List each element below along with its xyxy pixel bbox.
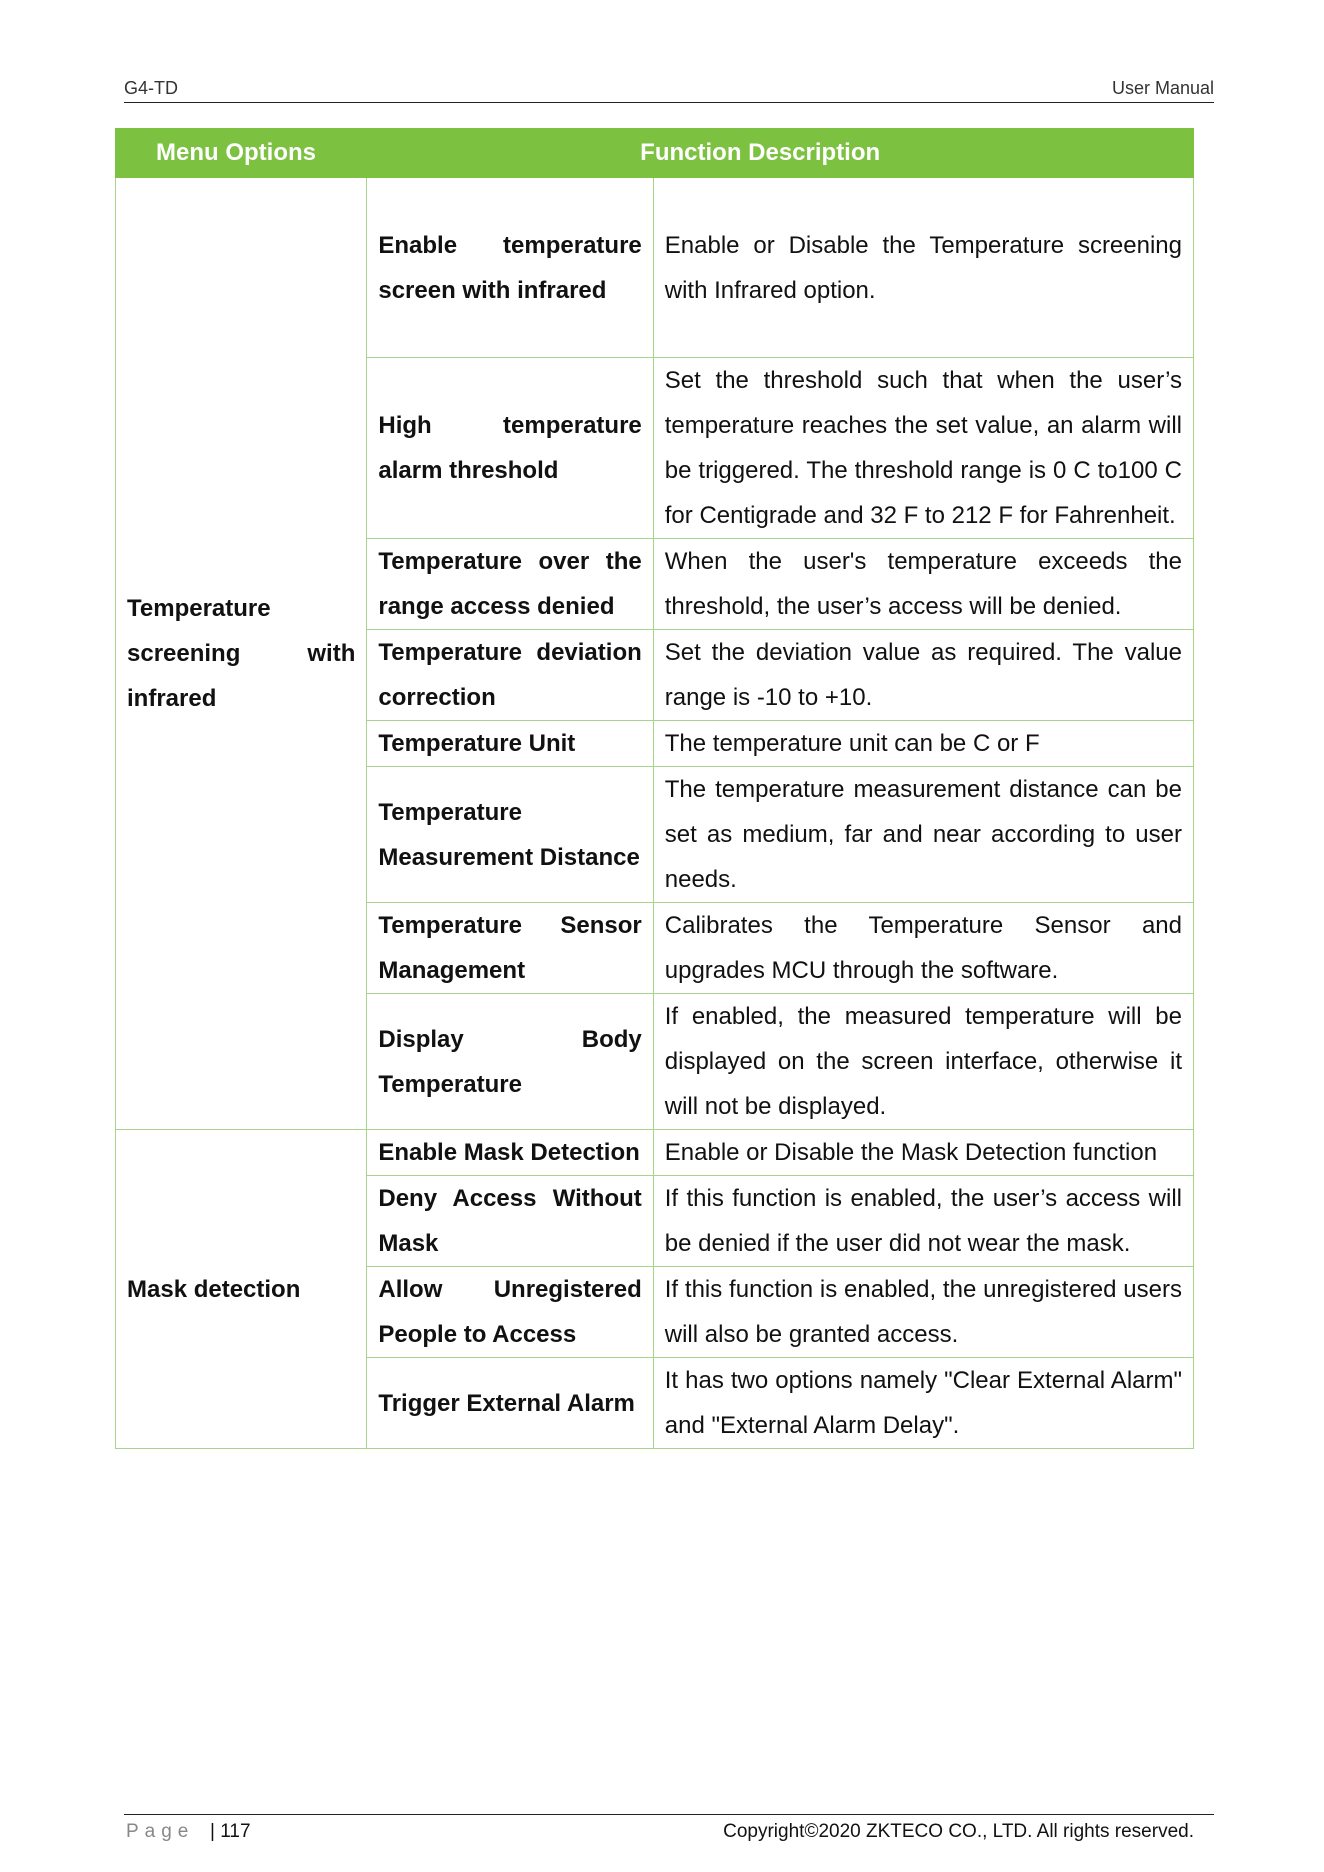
description-cell: The temperature unit can be C or F bbox=[653, 721, 1193, 767]
description-cell: The temperature measurement distance can be set as medium, far and near according to user needs. bbox=[653, 767, 1193, 903]
option-cell: Allow Unregistered People to Access bbox=[367, 1267, 653, 1358]
description-cell: If this function is enabled, the user’s access will be denied if the user did not wear the mask. bbox=[653, 1176, 1193, 1267]
description-cell: When the user's temperature exceeds the threshold, the user’s access will be denied. bbox=[653, 539, 1193, 630]
category-cell: Temperature screening with infrared bbox=[116, 178, 367, 1130]
menu-options-table bbox=[115, 128, 1194, 1449]
description-cell: Set the threshold such that when the user’s temperature reaches the set value, an alarm will be triggered. The threshold range is 0 C to100 C for Centigrade and 32 F to 212 F for Fahrenheit. bbox=[653, 358, 1193, 539]
option-cell: High temperature alarm threshold bbox=[367, 358, 653, 539]
option-cell: Temperature Unit bbox=[367, 721, 653, 767]
copyright-notice: Copyright©2020 ZKTECO CO., LTD. All rights reserved. bbox=[723, 1821, 1194, 1842]
description-cell: Set the deviation value as required. The value range is -10 to +10. bbox=[653, 630, 1193, 721]
function-description-header: Function Description bbox=[367, 129, 1194, 178]
page-header bbox=[124, 76, 1214, 103]
description-cell: Calibrates the Temperature Sensor and upgrades MCU through the software. bbox=[653, 903, 1193, 994]
option-cell: Display Body Temperature bbox=[367, 994, 653, 1130]
table-row bbox=[116, 178, 1194, 358]
table-row bbox=[116, 1130, 1194, 1176]
description-cell: Enable or Disable the Mask Detection function bbox=[653, 1130, 1193, 1176]
page-number: | 117 bbox=[210, 1821, 251, 1842]
page-label: Page bbox=[126, 1821, 195, 1842]
document-model: G4-TD bbox=[124, 78, 178, 98]
option-cell: Temperature Sensor Management bbox=[367, 903, 653, 994]
option-cell: Temperature Measurement Distance bbox=[367, 767, 653, 903]
option-cell: Temperature deviation correction bbox=[367, 630, 653, 721]
table-header-row bbox=[116, 129, 1194, 178]
menu-options-header: Menu Options bbox=[116, 129, 367, 178]
document-type: User Manual bbox=[1111, 78, 1214, 98]
option-cell: Enable temperature screen with infrared bbox=[367, 178, 653, 358]
description-cell: It has two options namely "Clear External Alarm" and "External Alarm Delay". bbox=[653, 1358, 1193, 1449]
description-cell: If enabled, the measured temperature will be displayed on the screen interface, otherwise it will not be displayed. bbox=[653, 994, 1193, 1130]
option-cell: Temperature over the range access denied bbox=[367, 539, 653, 630]
option-cell: Trigger External Alarm bbox=[367, 1358, 653, 1449]
description-cell: If this function is enabled, the unregistered users will also be granted access. bbox=[653, 1267, 1193, 1358]
page-footer bbox=[124, 1814, 1214, 1845]
option-cell: Enable Mask Detection bbox=[367, 1130, 653, 1176]
option-cell: Deny Access Without Mask bbox=[367, 1176, 653, 1267]
description-cell: Enable or Disable the Temperature screening with Infrared option. bbox=[653, 178, 1193, 358]
category-cell: Mask detection bbox=[116, 1130, 367, 1449]
